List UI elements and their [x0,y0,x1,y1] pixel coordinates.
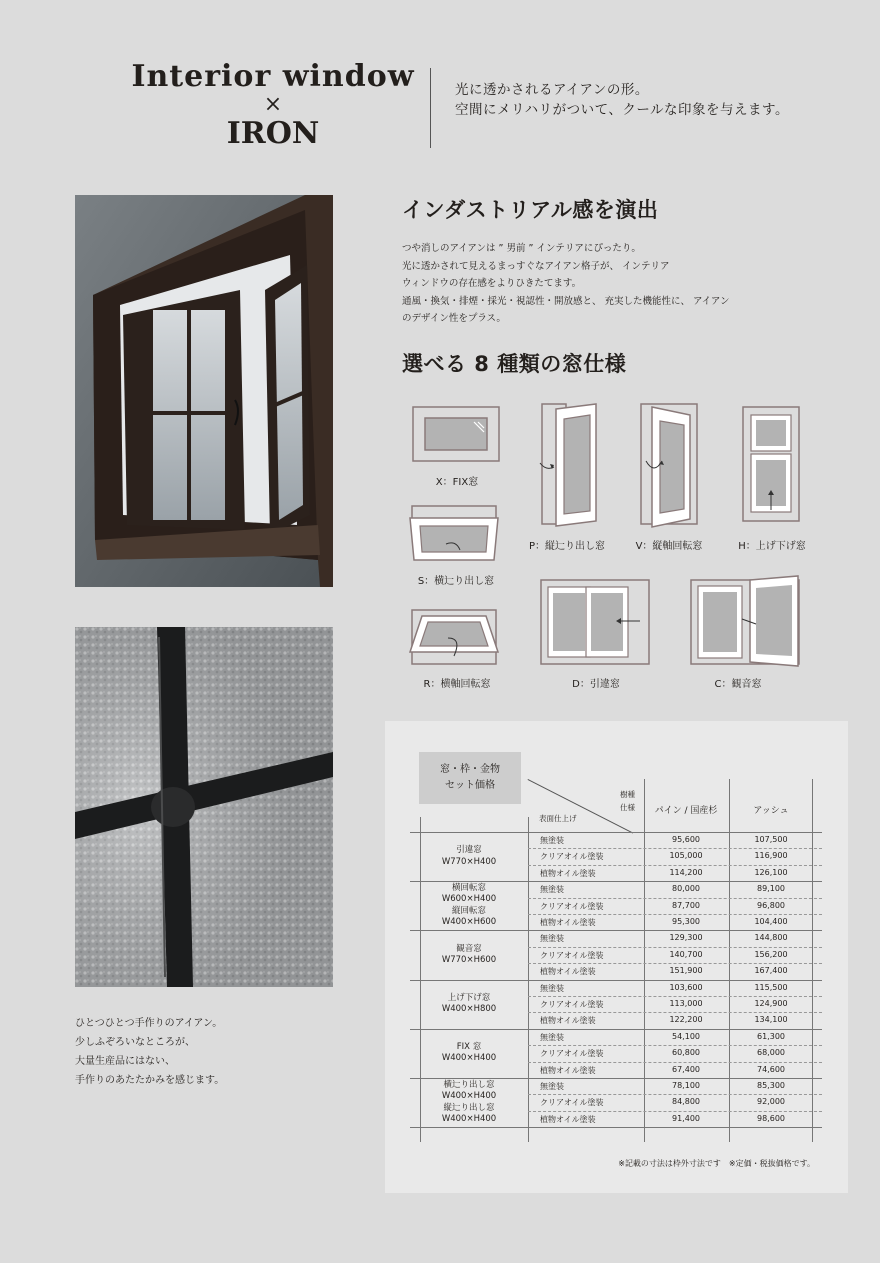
price-pine-cell: 87,700 [672,900,700,910]
iron-grid-photo [75,627,333,987]
price-pine-cell: 95,300 [672,917,700,926]
table-head-line2: セット価格 [445,780,495,791]
price-pine-cell: 60,800 [672,1048,700,1058]
title-times: × [263,92,283,117]
row-divider [528,996,822,997]
window-x-fix-icon [412,406,502,464]
spec-line: W770×H400 [441,856,497,867]
window-spec-label [410,1042,528,1065]
title-divider [430,68,431,148]
spec-line: 上げ下げ窓 [447,992,491,1003]
price-pine-cell: 80,000 [672,884,700,894]
price-pine-cell: 140,700 [669,949,703,959]
body-line: 光に透かされて見えるまっすぐなアイアン格子が、 インテリア [402,260,670,272]
section-heading-window-types: 選べる 8 種類の窓仕様 [402,352,627,376]
window-s-awning-icon [408,504,500,566]
price-ash-cell: 167,400 [754,966,788,976]
price-pine-cell: 84,800 [672,1097,700,1107]
spec-line: W400×H400 [441,1114,497,1125]
title-line3: IRON [226,116,320,151]
finish-cell: 無塗装 [540,836,564,845]
finish-cell: クリアオイル塗装 [540,950,604,960]
spec-line: 引違窓 [456,845,482,856]
row-divider [528,848,822,849]
table-bottom-line [410,1127,822,1128]
row-divider [528,914,822,915]
window-v-label: V：縦軸回転窓 [635,541,703,552]
window-spec-label [410,1080,528,1126]
window-h-label: H：上げ下げ窓 [738,541,806,552]
row-divider [528,1012,822,1013]
window-types-diagram [400,396,840,696]
window-p-casement-icon [538,401,600,529]
price-ash-cell: 74,600 [757,1064,785,1074]
spec-line: W400×H800 [441,1004,497,1015]
price-ash-cell: 96,800 [757,900,785,910]
finish-cell: 無塗装 [540,934,564,944]
price-pine-cell: 91,400 [672,1113,700,1123]
spec-line: W400×H400 [441,1091,497,1102]
price-ash-cell: 104,400 [754,917,788,926]
price-pine-cell: 151,900 [669,966,703,976]
table-footnote: ※記載の寸法は枠外寸法です ※定価・税抜価格です。 [618,1159,815,1168]
corner-spec-label: 仕様 [620,803,635,812]
caption-line: 大量生産品にはない、 [75,1056,175,1067]
price-ash-cell: 124,900 [754,999,788,1008]
window-x-label: X：FIX窓 [435,477,479,488]
window-v-pivot-icon [638,401,700,529]
price-ash-cell: 61,300 [757,1031,785,1041]
section-heading-industrial: インダストリアル感を演出 [402,198,659,222]
price-pine-cell: 129,300 [669,933,703,943]
spec-line: 縦回転窓 [451,905,486,916]
window-s-label: S：横辷り出し窓 [417,576,495,587]
window-d-sliding-icon [540,579,652,667]
spec-line: W400×H400 [441,1053,497,1064]
finish-cell: 無塗装 [540,1082,564,1091]
group-divider [410,980,822,981]
price-ash-cell: 134,100 [754,1015,788,1025]
spec-line: W400×H600 [441,917,497,928]
window-photo [75,195,333,587]
finish-cell: 植物オイル塗装 [540,1114,596,1124]
price-pine-cell: 103,600 [669,982,703,992]
window-h-double-hung-icon [742,406,802,524]
finish-cell: 植物オイル塗装 [540,868,596,878]
group-divider [410,1029,822,1030]
price-pine-cell: 113,000 [669,999,703,1008]
price-pine-cell: 105,000 [669,851,703,861]
window-r-label: R：横軸回転窓 [423,679,491,690]
group-divider [410,930,822,931]
corner-diagonal [528,779,634,833]
finish-cell: クリアオイル塗装 [540,852,604,862]
finish-cell: クリアオイル塗装 [540,1049,604,1059]
section-body [402,240,730,328]
price-ash-cell: 92,000 [757,1097,785,1107]
price-ash-cell: 85,300 [757,1081,785,1090]
spec-line: W600×H400 [441,894,497,905]
column-header-ash: アッシュ [753,806,789,816]
window-spec-label [410,883,528,929]
corner-finish-label: 表面仕上げ [539,814,577,823]
caption-line: 手作りのあたたかみを感じます。 [75,1075,225,1086]
tagline-line2: 空間にメリハリがついて、クールな印象を与えます。 [455,102,789,118]
body-line: のデザイン性をプラス。 [402,313,506,324]
finish-cell: 無塗装 [540,983,564,993]
window-c-double-casement-icon [690,574,802,668]
finish-cell: クリアオイル塗装 [540,1000,604,1009]
table-head-line1: 窓・枠・金物 [440,764,500,775]
price-pine-cell: 78,100 [672,1081,700,1090]
window-d-label: D：引違窓 [572,679,620,690]
column-divider [729,779,730,1142]
price-ash-cell: 126,100 [754,867,788,877]
price-pine-cell: 95,600 [672,835,700,844]
price-ash-cell: 116,900 [754,851,788,861]
window-spec-label [410,845,528,868]
table-head-box [419,752,521,804]
finish-cell: 植物オイル塗装 [540,967,596,977]
row-divider [528,947,822,948]
window-c-label: C：観音窓 [714,679,762,690]
body-line: ウィンドウの存在感をよりひきたてます。 [402,278,582,289]
price-pine-cell: 54,100 [672,1031,700,1041]
price-ash-cell: 68,000 [757,1048,785,1058]
price-ash-cell: 89,100 [757,884,785,894]
caption-line: ひとつひとつ手作りのアイアン。 [75,1018,223,1029]
price-ash-cell: 156,200 [754,949,788,959]
window-spec-label [410,944,528,967]
finish-cell: クリアオイル塗装 [540,901,604,911]
price-table [385,721,848,1193]
row-divider [528,1111,822,1112]
row-divider [528,1062,822,1063]
spec-line: FIX 窓 [456,1041,482,1052]
price-ash-cell: 98,600 [757,1113,785,1123]
row-divider [528,898,822,899]
spec-line: 横回転窓 [451,882,486,893]
finish-cell: クリアオイル塗装 [540,1098,604,1108]
group-divider [410,832,822,833]
title-line1: Interior window [131,59,415,94]
photo-caption [75,1014,224,1090]
finish-cell: 植物オイル塗装 [540,1065,596,1075]
caption-line: 少しふぞろいなところが、 [75,1037,195,1048]
corner-wood-label: 樹種 [620,790,635,799]
body-line: つや消しのアイアンは ” 男前 ” インテリアにぴったり。 [402,243,641,254]
price-pine-cell: 114,200 [669,867,703,877]
row-divider [528,1045,822,1046]
page-title [128,60,418,152]
price-ash-cell: 115,500 [754,982,788,992]
window-spec-label [410,993,528,1016]
price-pine-cell: 122,200 [669,1015,703,1025]
window-p-label: P：縦辷り出し窓 [528,541,606,552]
finish-cell: 植物オイル塗装 [540,918,596,927]
spec-line: W770×H600 [441,955,497,965]
window-r-pivot-icon [408,608,500,668]
tagline-line1: 光に透かされるアイアンの形。 [455,82,649,98]
column-divider [812,779,813,1142]
spec-line: 横辷り出し窓 [443,1079,495,1090]
finish-cell: 無塗装 [540,1032,564,1042]
row-divider [528,865,822,866]
column-header-pine: パイン / 国産杉 [654,806,718,816]
column-divider [644,779,645,1142]
spec-line: 縦辷り出し窓 [443,1102,495,1113]
body-line: 通風・換気・排煙・採光・視認性・開放感と、 充実した機能性に、 アイアン [402,295,730,307]
price-pine-cell: 67,400 [672,1064,700,1074]
spec-line: 観音窓 [456,943,482,954]
tagline [455,80,789,120]
row-divider [528,963,822,964]
finish-cell: 植物オイル塗装 [540,1016,596,1026]
row-divider [528,1094,822,1095]
finish-cell: 無塗装 [540,885,564,895]
price-ash-cell: 144,800 [754,933,788,943]
price-ash-cell: 107,500 [754,835,788,844]
